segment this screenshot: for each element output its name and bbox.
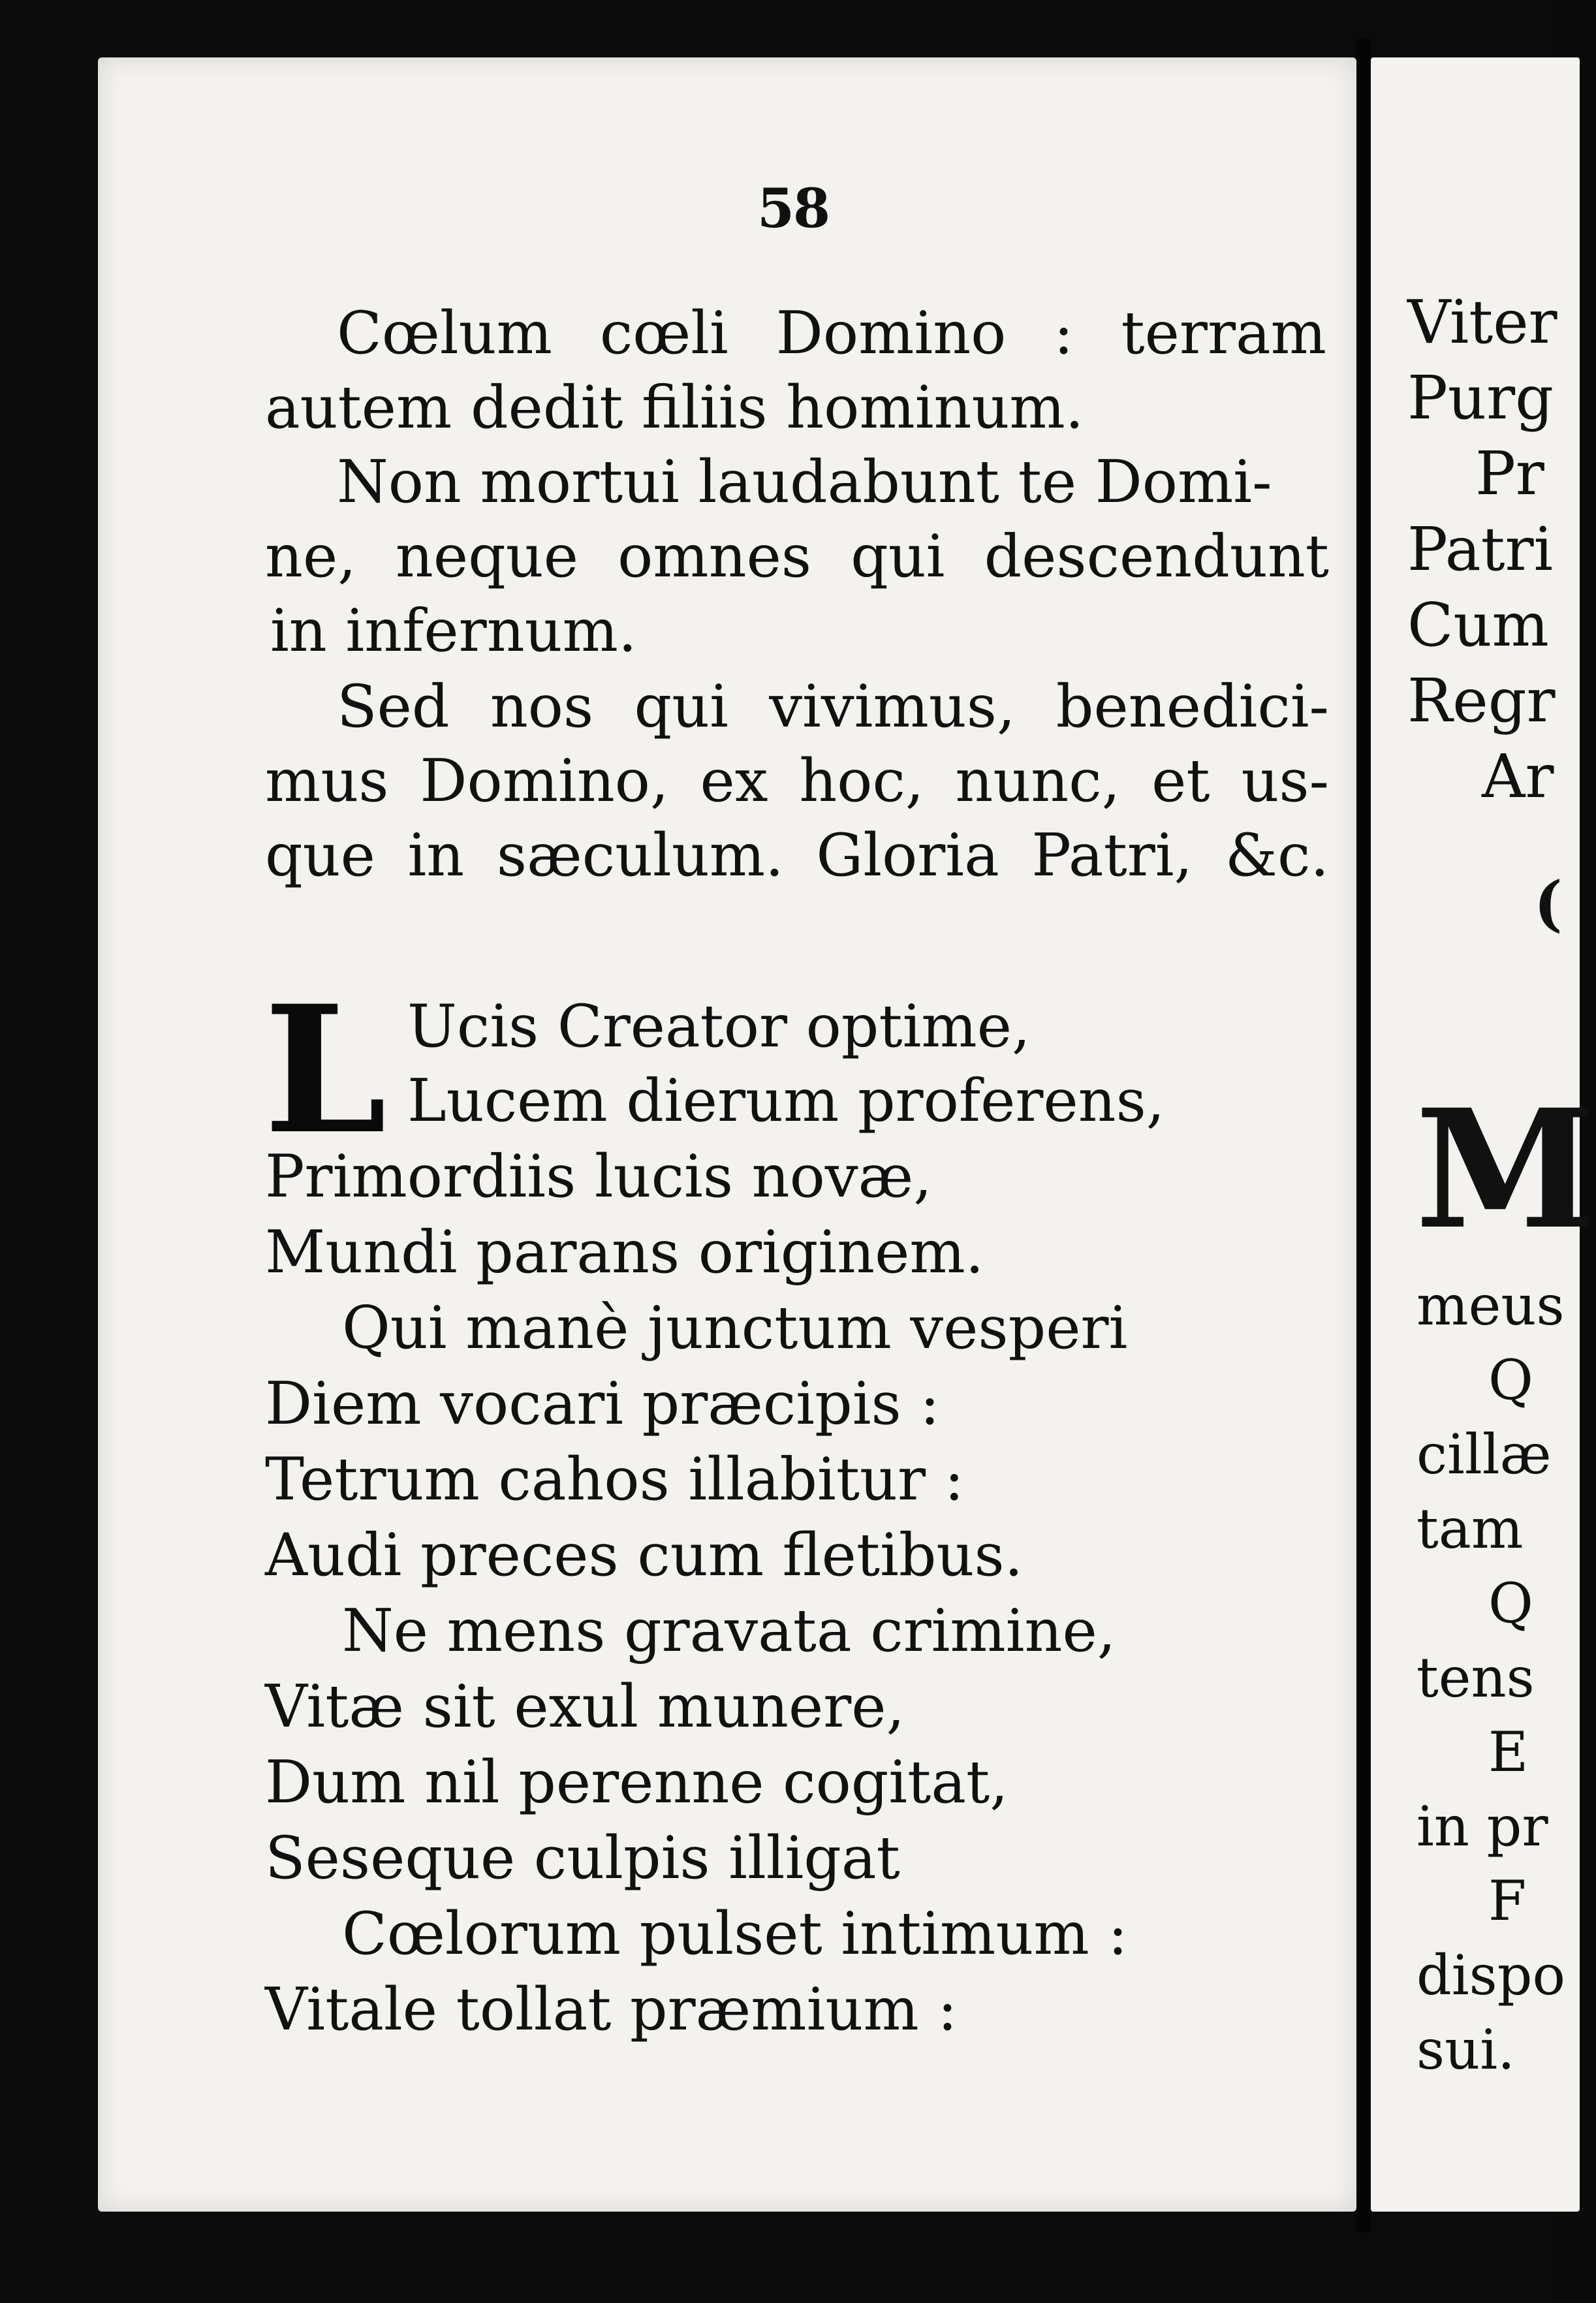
hymn-line-5: Qui manè junctum vesperi — [342, 1294, 1128, 1362]
hymn-line-11: Dum nil perenne cogitat, — [265, 1748, 1009, 1817]
right-line-17: dispo — [1416, 1943, 1566, 2007]
psalm-line-6: Sed nos qui vivimus, benedici- — [337, 672, 1329, 741]
psalm-line-7: mus Domino, ex hoc, nunc, et us- — [265, 747, 1329, 815]
hymn-drop-cap: L — [264, 967, 387, 1173]
hymn-line-10: Vitæ sit exul munere, — [265, 1672, 905, 1741]
hymn-line-12: Seseque culpis illigat — [265, 1824, 900, 1892]
psalm-line-1: Cœlum cœli Domino : terram — [337, 299, 1326, 368]
right-line-3: Pr — [1475, 439, 1544, 509]
psalm-line-4: ne, neque omnes qui descendunt — [265, 522, 1329, 591]
page-number: 58 — [757, 178, 830, 240]
right-page — [1371, 57, 1596, 2212]
right-line-13: tens — [1416, 1646, 1535, 1710]
right-line-14: E — [1488, 1720, 1529, 1784]
right-line-2: Purg — [1407, 363, 1554, 433]
book-gutter — [1356, 39, 1371, 2232]
right-line-6: Regr — [1407, 666, 1556, 736]
hymn-line-14: Vitale tollat præmium : — [265, 1975, 958, 2044]
psalm-line-5: in infernum. — [270, 597, 637, 665]
hymn-line-6: Diem vocari præcipis : — [265, 1370, 940, 1438]
right-line-5: Cum — [1407, 590, 1549, 660]
right-fragment: ( — [1534, 868, 1563, 939]
right-line-16: F — [1488, 1869, 1527, 1933]
right-line-18: sui. — [1416, 2018, 1515, 2082]
psalm-line-3: Non mortui laudabunt te Domi- — [337, 448, 1272, 516]
right-line-1: Viter — [1407, 287, 1557, 357]
right-line-15: in pr — [1416, 1794, 1548, 1858]
psalm-line-8: que in sæculum. Gloria Patri, &c. — [265, 821, 1329, 890]
right-line-12: Q — [1488, 1571, 1533, 1635]
right-line-10: cillæ — [1416, 1422, 1552, 1486]
right-line-11: tam — [1416, 1497, 1524, 1561]
psalm-line-2: autem dedit filiis hominum. — [265, 373, 1084, 442]
hymn-line-2: Lucem dierum proferens, — [407, 1067, 1165, 1135]
right-line-8: meus — [1416, 1274, 1565, 1338]
hymn-line-3: Primordiis lucis novæ, — [265, 1142, 932, 1211]
hymn-line-13: Cœlorum pulset intimum : — [342, 1900, 1128, 1968]
hymn-line-4: Mundi parans originem. — [265, 1218, 984, 1287]
hymn-line-8: Audi preces cum fletibus. — [265, 1521, 1024, 1590]
hymn-line-9: Ne mens gravata crimine, — [342, 1597, 1116, 1665]
right-drop-cap: M — [1415, 1073, 1596, 1265]
right-line-9: Q — [1488, 1348, 1533, 1412]
hymn-line-7: Tetrum cahos illabitur : — [265, 1445, 964, 1514]
hymn-line-1: Ucis Creator optime, — [407, 992, 1031, 1061]
right-line-4: Patri — [1407, 514, 1553, 584]
right-line-7: Ar — [1482, 742, 1554, 811]
